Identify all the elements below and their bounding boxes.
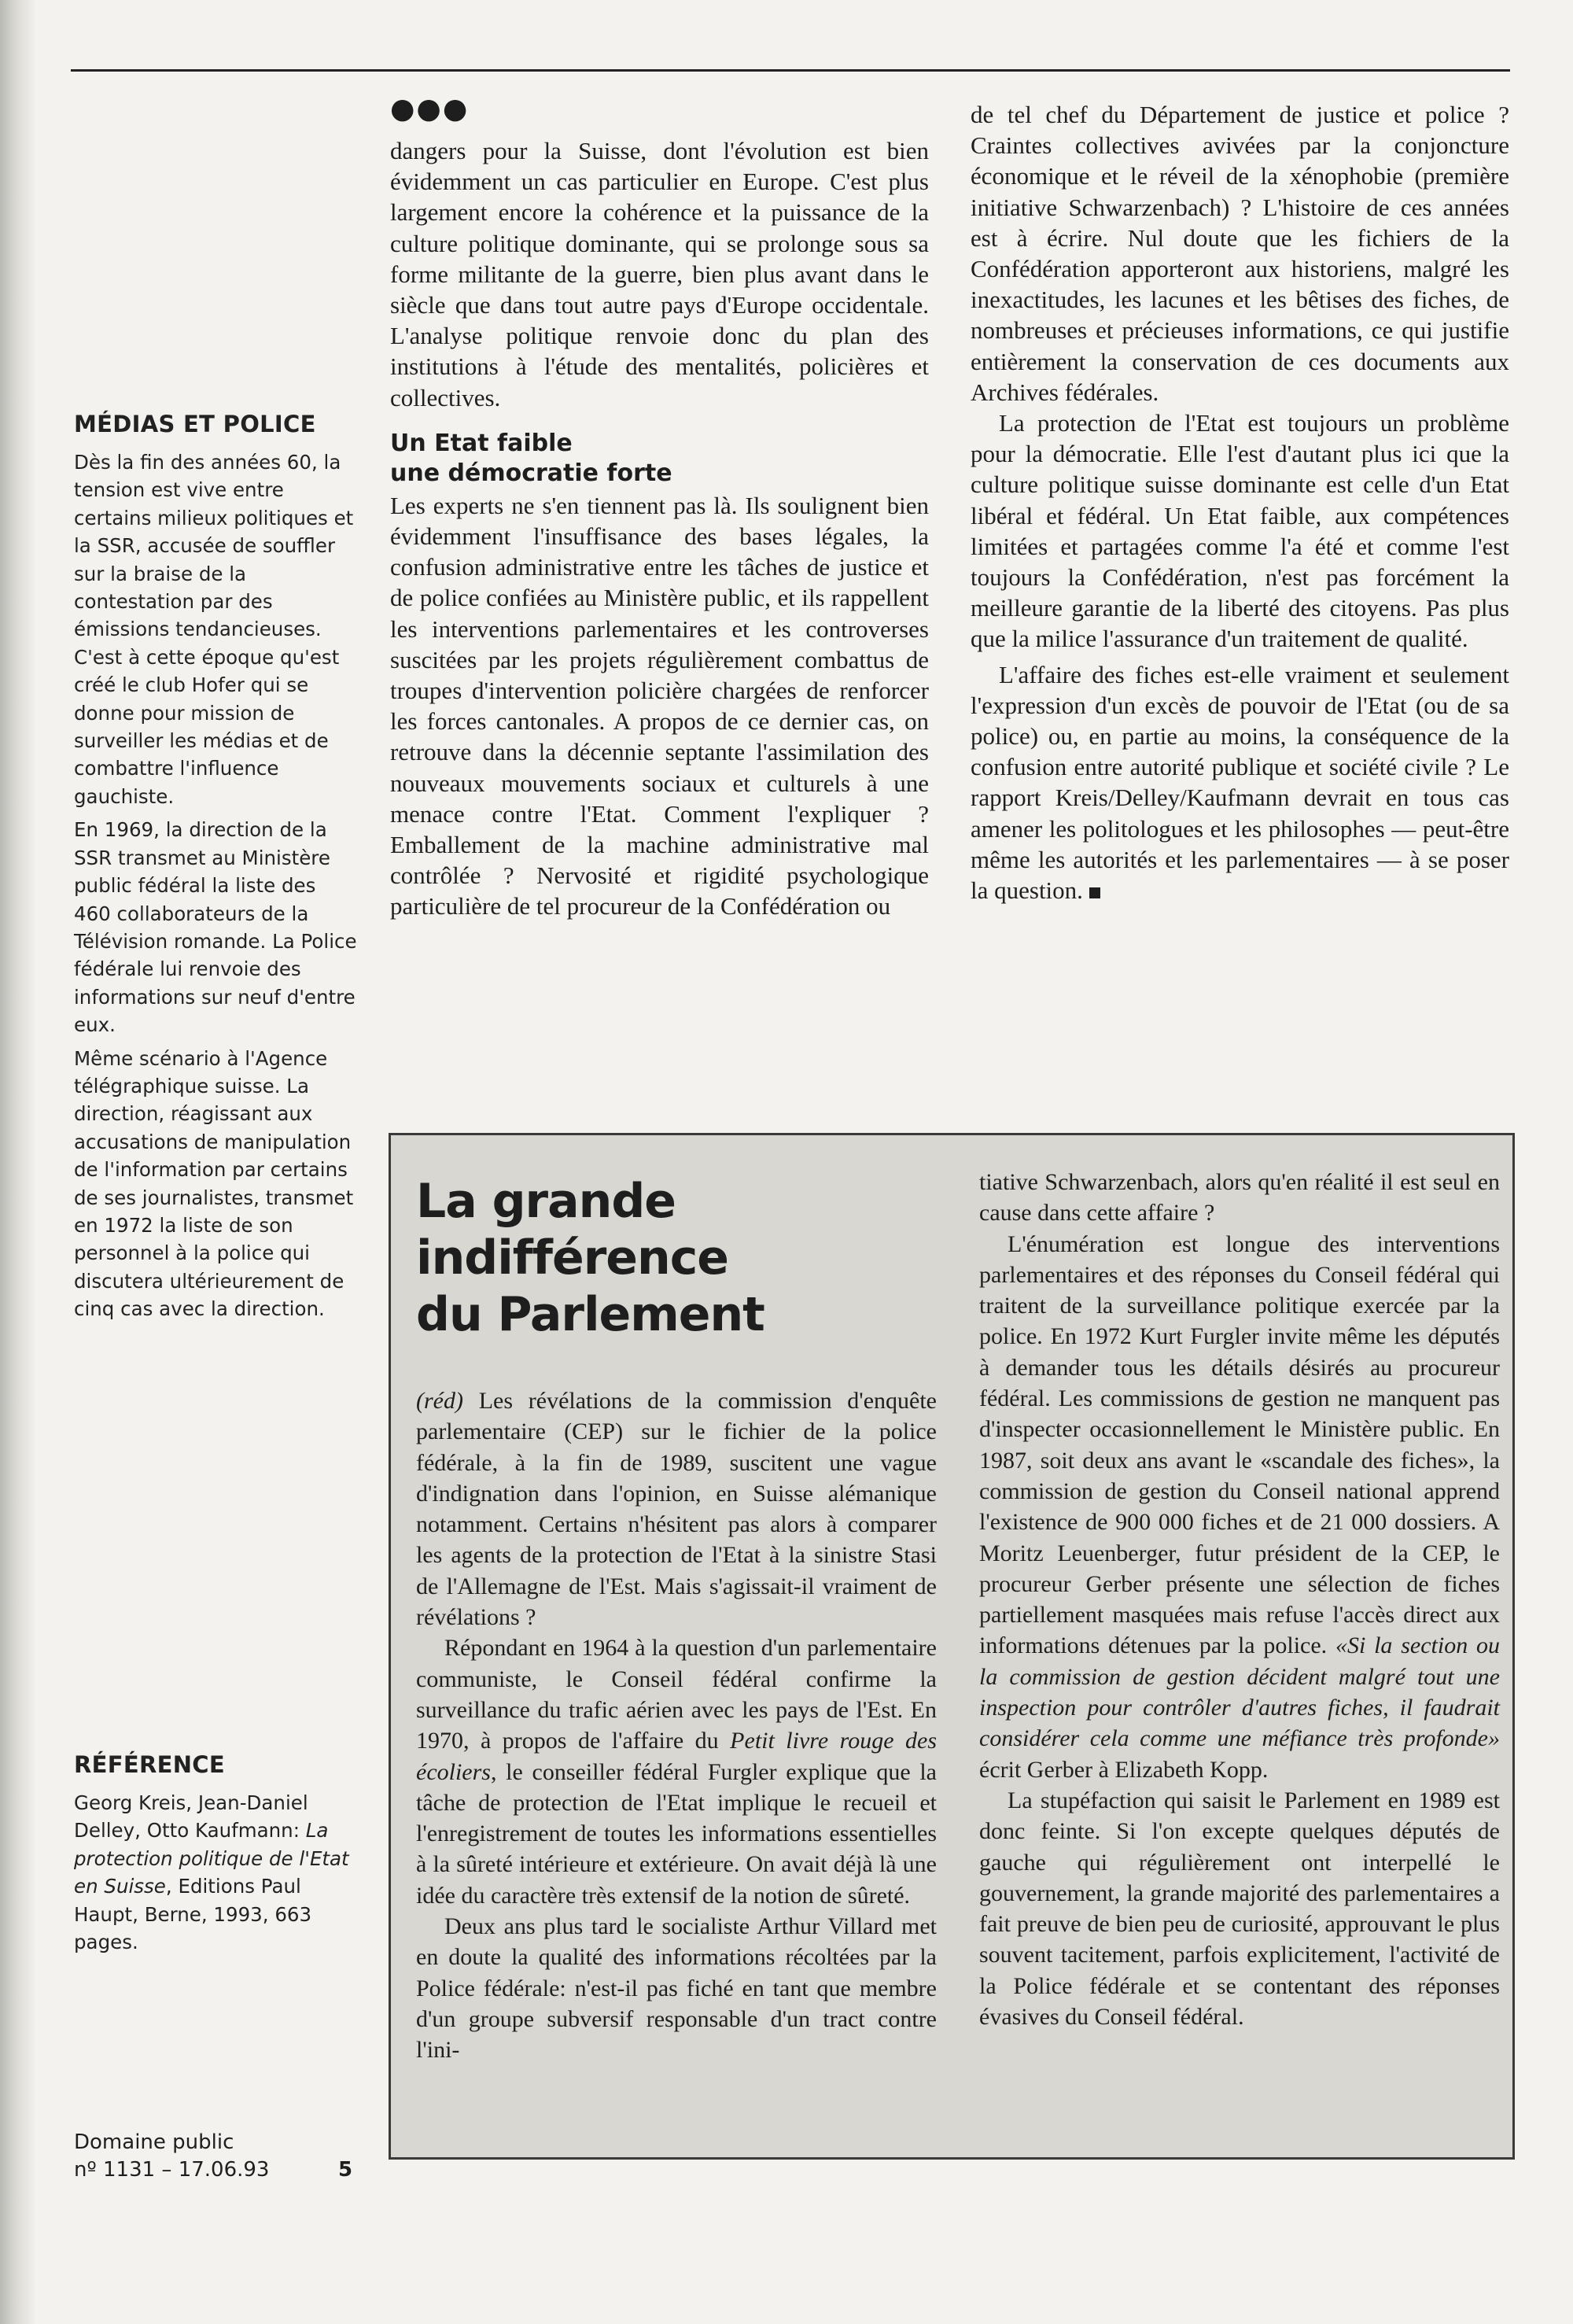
article-column-2: [971, 99, 1509, 906]
box-title-line-3: du Parlement: [416, 1287, 764, 1342]
box-paragraph: [416, 1385, 937, 1632]
footer-publication: Domaine public: [74, 2130, 234, 2154]
article-column-1: [390, 135, 929, 922]
box-paragraph: Deux ans plus tard le socialiste Arthur Villard met en doute la qualité des informations récoltées par la Police fédérale: n'est-il pas fiché en tant que membre d'un groupe subversif responsable d'un tract contre l'ini-: [416, 1913, 937, 2064]
page-footer: [74, 2129, 357, 2184]
article-paragraph: [971, 659, 1509, 906]
reference-citation: [74, 1789, 357, 1956]
box-title-line-2: indifférence: [416, 1230, 728, 1286]
end-of-article-mark: [1089, 887, 1100, 898]
box-paragraph-text: Les révélations de la commission d'enquête parlementaire (CEP) sur le fichier de la police fédérale, à la fin de 1989, suscitent une vague d'indignation dans l'opinion, en Suisse alémanique notamment. Certains n'hésitent pas alors à comparer les agents de la protection de l'Etat à la sinistre Stasi de l'Allemagne de l'Est. Mais s'agissait-il vraiment de révélations ?: [416, 1388, 937, 1631]
article-paragraph: Les experts ne s'en tiennent pas là. Ils soulignent bien évidemment l'insuffisance des bases légales, la confusion administrative entre les tâches de justice et de police confiées au Ministère public, et ils rappellent les interventions parlementaires et les controverses suscitées par les projets régulièrement combattus de troupes d'intervention policière chargées de renforcer les forces cantonales. A propos de ce dernier cas, on retrouve dans la décennie septante l'assimilation des nouveaux mouvements sociaux et culturels à une menace contre l'Etat. Comment l'expliquer ? Emballement de la machine administrative mal contrôlée ? Nervosité et rigidité psychologique particulière de tel procureur de la Confédération ou: [390, 491, 929, 920]
sidebar-paragraph: En 1969, la direction de la SSR transmet au Ministère public fédéral la liste des 460 collaborateurs de la Télévision romande. La Police fédérale lui renvoie des informations sur neuf d'entre eux.: [74, 818, 357, 1037]
box-paragraph: [979, 1229, 1500, 1785]
article-paragraph-text: L'affaire des fiches est-elle vraiment et seulement l'expression d'un excès de pouvoir de l'Etat (ou de sa police) ou, en partie au moins, la conséquence de la confusion entre autorité publique et société civile ? Le rapport Kreis/Delley/Kaufmann devrait en tous cas amener les politologues et les philosophes — peut-être même les autorités et les parlementaires — à se poser la question.: [971, 660, 1509, 905]
sidebar-media-police: [74, 411, 357, 1329]
sidebar-heading-media-police: MÉDIAS ET POLICE: [74, 411, 316, 437]
box-paragraph-text: , le conseiller fédéral Furgler explique que la tâche de protection de l'Etat implique le recueil et l'enregistrement de toutes les informations essentielles à la sûreté intérieure et extérieure. On avait déjà là une idée du caractère très extensif de la notion de sûreté.: [416, 1758, 937, 1909]
footer-issue: nº 1131 – 17.06.93: [74, 2158, 270, 2182]
sidebar-reference: [74, 1751, 357, 1961]
reference-book-title: La protection politique de l'Etat en Suisse: [74, 1819, 349, 1898]
scan-page-edge: [0, 0, 36, 2324]
article-subheading: [390, 429, 929, 489]
subheading-line-2: une démocratie forte: [390, 459, 672, 487]
article-paragraph: de tel chef du Département de justice et police ? Craintes collectives avivées par la conjoncture économique et le réveil de la xénophobie (première initiative Schwarzenbach) ? L'histoire de ces années est à écrire. Nul doute que les fichiers de la Confédération apporteront aux historiens, malgré les inexactitudes, les lacunes et les bêtises des fiches, de nombreuses et précieuses informations, ce qui justifie entièrement la conservation de ces documents aux Archives fédérales.: [971, 101, 1509, 406]
box-title: [416, 1173, 856, 1343]
box-paragraph: [416, 1632, 937, 1911]
box-paragraph-text: Répondant en 1964 à la question d'un parlementaire communiste, le Conseil fédéral confirme la surveillance du trafic aérien avec les pays de l'Est. En 1970, à propos de l'affaire du: [416, 1635, 937, 1754]
box-paragraph: La stupéfaction qui saisit le Parlement en 1989 est donc feinte. Si l'on excepte quelques députés de gauche qui régulièrement ont interpellé le gouvernement, la grande majorité des parlementaires a fait preuve de bien peu de curiosité, approuvant le plus souvent tacitement, parfois explicitement, l'activité de la Police fédérale et se contentant des réponses évasives du Conseil fédéral.: [979, 1787, 1500, 2031]
continuation-mark: ●●●: [390, 93, 470, 125]
editorial-tag: (réd): [416, 1388, 463, 1414]
box-paragraph-italic: Petit livre rouge des écoliers: [416, 1728, 938, 1785]
box-paragraph-italic: «Si la section ou la commission de gestion décident malgré tout une inspection pour contrôler d'autres fiches, il faudrait considérer cela comme une méfiance très profonde»: [979, 1632, 1500, 1752]
box-column-1: [416, 1385, 937, 2066]
reference-publisher: , Editions Paul Haupt, Berne, 1993, 663 pages.: [74, 1875, 312, 1954]
sidebar-box-parlement: [389, 1133, 1515, 2160]
sidebar-heading-reference: RÉFÉRENCE: [74, 1751, 225, 1778]
box-column-2: [979, 1167, 1500, 2032]
box-paragraph-text: écrit Gerber à Elizabeth Kopp.: [979, 1756, 1269, 1783]
box-title-line-1: La grande: [416, 1174, 676, 1229]
subheading-line-1: Un Etat faible: [390, 429, 573, 457]
top-rule: [71, 69, 1510, 72]
box-paragraph-text: L'énumération est longue des interventions parlementaires et des réponses du Conseil fédéral qui traitent de la surveillance politique exercée par la police. En 1972 Kurt Furgler invite même les députés à demander tous les détails désirés au procureur fédéral. Les commissions de gestion ne manquent pas d'inspecter occasionnellement le Ministère public. En 1987, soit deux ans avant le «scandale des fiches», la commission de gestion du Conseil national apprend l'existence de 900 000 fiches et de 21 000 dossiers. A Moritz Leuenberger, futur président de la CEP, le procureur Gerber présente une sélection de fiches partiellement masquées mais refuse l'accès direct aux informations détenues par la police.: [979, 1230, 1500, 1659]
article-paragraph: dangers pour la Suisse, dont l'évolution est bien évidemment un cas particulier en Europe. C'est plus largement encore la cohérence et la puissance de la culture politique dominante, qui se prolonge sous sa forme militante de la guerre, bien plus avant dans le siècle que dans tout autre pays d'Europe occidentale. L'analyse politique renvoie donc du plan des institutions à l'étude des mentalités, policières et collectives.: [390, 137, 929, 411]
box-paragraph: tiative Schwarzenbach, alors qu'en réalité il est seul en cause dans cette affaire ?: [979, 1169, 1500, 1227]
sidebar-paragraph: Dès la fin des années 60, la tension est vive entre certains milieux politiques et la SSR, accusée de souffler sur la braise de la contestation par des émissions tendancieuses. C'est à cette époque qu'est créé le club Hofer qui se donne pour mission de surveiller les médias et de combattre l'influence gauchiste.: [74, 451, 354, 808]
page-number: 5: [338, 2158, 353, 2182]
reference-authors: Georg Kreis, Jean-Daniel Delley, Otto Kaufmann:: [74, 1791, 308, 1843]
article-paragraph: La protection de l'Etat est toujours un problème pour la démocratie. Elle l'est d'autant plus ici que la culture politique suisse dominante est celle d'un Etat libéral et fédéral. Un Etat faible, aux compétences limitées et partagées comme l'a été et comme l'est toujours la Confédération, n'est pas forcément la meilleure garantie de la liberté des citoyens. Pas plus que la milice l'assurance d'un traitement de qualité.: [971, 409, 1509, 653]
sidebar-paragraph: Même scénario à l'Agence télégraphique suisse. La direction, réagissant aux accusations de manipulation de l'information par certains de ses journalistes, transmet en 1972 la liste de son personnel à la police qui discutera ultérieurement de cinq cas avec la direction.: [74, 1046, 354, 1321]
